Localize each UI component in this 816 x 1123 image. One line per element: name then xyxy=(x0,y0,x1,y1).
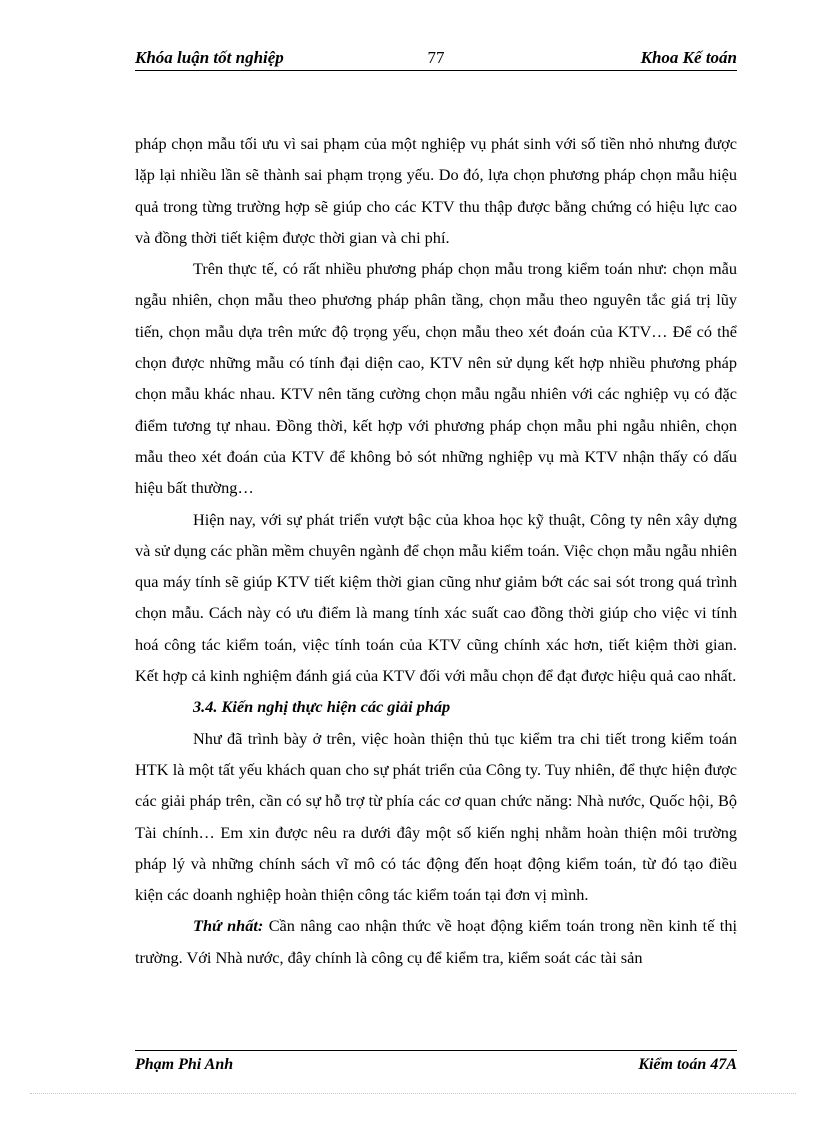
section-heading: 3.4. Kiến nghị thực hiện các giải pháp xyxy=(193,697,451,717)
paragraph-2: Trên thực tế, có rất nhiều phương pháp chọn mẫu trong kiểm toán như: chọn mẫu ngẫu nhiên, chọn mẫu theo phương pháp phân tầng, chọn mẫu theo nguyên tắc giá trị lũy tiến, chọn mẫu dựa trên mức độ trọng yếu, chọn mẫu theo xét đoán của KTV… Để có thể chọn được những mẫu có tính đại diện cao, KTV nên sử dụng kết hợp nhiều phương pháp chọn mẫu khác nhau. KTV nên tăng cường chọn mẫu ngẫu nhiên với các nghiệp vụ có đặc điểm tương tự nhau. Đồng thời, kết hợp với phương pháp chọn mẫu phi ngẫu nhiên, chọn mẫu theo xét đoán của KTV để không bỏ sót những nghiệp vụ mà KTV nhận thấy có dấu hiệu bất thường… xyxy=(135,259,737,498)
footer-class: Kiểm toán 47A xyxy=(638,1056,737,1073)
page-footer xyxy=(135,1050,737,1077)
paragraph-1: pháp chọn mẫu tối ưu vì sai phạm của một nghiệp vụ phát sinh với số tiền nhỏ nhưng được lặp lại nhiều lần sẽ thành sai phạm trọng yếu. Do đó, lựa chọn phương pháp chọn mẫu hiệu quả trong từng trường hợp sẽ giúp cho các KTV thu thập được bằng chứng có hiệu lực cao và đồng thời tiết kiệm được thời gian và chi phí. xyxy=(135,134,737,247)
page-bottom-divider xyxy=(30,1093,796,1094)
paragraph-5-text: Cần nâng cao nhận thức về hoạt động kiểm toán trong nền kinh tế thị trường. Với Nhà nước, đây chính là công cụ để kiểm tra, kiểm soát các tài sản xyxy=(135,916,737,967)
footer-author: Phạm Phi Anh xyxy=(135,1056,234,1073)
page-body xyxy=(135,128,737,973)
paragraph-5-lead: Thứ nhất: xyxy=(193,916,264,936)
paragraph-4: Như đã trình bày ở trên, việc hoàn thiện thủ tục kiểm tra chi tiết trong kiểm toán HTK là một tất yếu khách quan cho sự phát triển của Công ty. Tuy nhiên, để thực hiện được các giải pháp trên, cần có sự hỗ trợ từ phía các cơ quan chức năng: Nhà nước, Quốc hội, Bộ Tài chính… Em xin được nêu ra dưới đây một số kiến nghị nhằm hoàn thiện môi trường pháp lý và những chính sách vĩ mô có tác động đến hoạt động kiểm toán, từ đó tạo điều kiện các doanh nghiệp hoàn thiện công tác kiểm toán tại đơn vị mình. xyxy=(135,728,737,905)
paragraph-3: Hiện nay, với sự phát triển vượt bậc của khoa học kỹ thuật, Công ty nên xây dựng và sử dụng các phần mềm chuyên ngành để chọn mẫu kiểm toán. Việc chọn mẫu ngẫu nhiên qua máy tính sẽ giúp KTV tiết kiệm thời gian cũng như giảm bớt các sai sót trong quá trình chọn mẫu. Cách này có ưu điểm là mang tính xác suất cao đồng thời giúp cho việc vi tính hoá công tác kiểm toán, việc tính toán của KTV cũng chính xác hơn, tiết kiệm thời gian. Kết hợp cả kinh nghiệm đánh giá của KTV đối với mẫu chọn để đạt được hiệu quả cao nhất. xyxy=(135,509,737,686)
page-number: 77 xyxy=(427,48,445,67)
paragraph-5 xyxy=(135,910,737,973)
header-faculty: Khoa Kế toán xyxy=(640,48,737,67)
page-header xyxy=(135,46,737,71)
header-thesis-title: Khóa luận tốt nghiệp xyxy=(135,48,284,67)
